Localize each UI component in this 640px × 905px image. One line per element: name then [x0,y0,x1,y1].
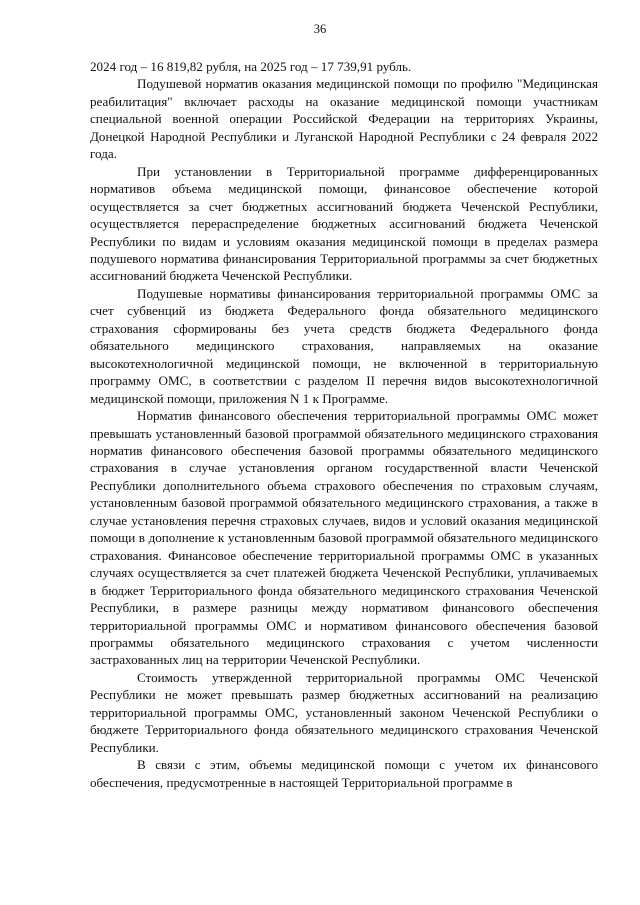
paragraph-per-capita-norms: Подушевые нормативы финансирования территориальной программы ОМС за счет субвенций из бюджета Федерального фонда обязательного медицинского страхования сформированы без учета средств бюджета Федерального фонда обязательного медицинского страхования, направляемых на оказание высокотехнологичной медицинской помощи, не включенной в территориальную программу ОМС, в соответствии с разделом II перечня видов высокотехнологичной медицинской помощи, приложения N 1 к Программе. [90,285,598,406]
paragraph-volumes: В связи с этим, объемы медицинской помощи с учетом их финансового обеспечения, предусмотренные в настоящей Территориальной программе в [90,757,598,790]
paragraph-program-cost: Стоимость утвержденной территориальной программы ОМС Чеченской Республики не может превышать размер бюджетных ассигнований на реализацию территориальной программы ОМС, установленный законом Чеченской Республики о бюджете Территориального фонда обязательного медицинского страхования Чеченской Республики. [90,669,598,755]
paragraph-continuation: 2024 год – 16 819,82 рубля, на 2025 год – 17 739,91 рубль. [90,59,412,74]
paragraph-financing-norm: Норматив финансового обеспечения территориальной программы ОМС может превышать установленный базовой программой обязательного медицинского страхования норматив финансового обеспечения базовой программы обязательного медицинского страхования в случае установления органом государственной власти Чеченской Республики дополнительного объема страхового обеспечения по страховым случаям, установленным базовой программой обязательного медицинского страхования, а также в случае установления перечня страховых случаев, видов и условий оказания медицинской помощи в дополнение к установленным базовой программой обязательного медицинского страхования. Финансовое обеспечение территориальной программы ОМС в указанных случаях осуществляется за счет платежей бюджета Чеченской Республики, уплачиваемых в бюджет Территориального фонда обязательного медицинского страхования Чеченской Республики, в размере разницы между нормативом финансового обеспечения территориальной программы ОМС и нормативом финансового обеспечения базовой программы обязательного медицинского страхования с учетом численности застрахованных лиц на территории Чеченской Республики. [90,408,598,668]
page-number: 36 [313,22,327,36]
body-text [90,58,598,791]
paragraph-rehabilitation-norm: Подушевой норматив оказания медицинской помощи по профилю "Медицинская реабилитация" включает расходы на оказание медицинской помощи участникам специальной военной операции Российской Федерации на территориях Украины, Донецкой Народной Республики и Луганской Народной Республики с 24 февраля 2022 года. [90,76,598,162]
paragraph-differentiated-norms: При установлении в Территориальной программе дифференцированных нормативов объема медицинской помощи, финансовое обеспечение которой осуществляется за счет бюджетных ассигнований бюджета Чеченской Республики, осуществляется перераспределение бюджетных ассигнований бюджета Чеченской Республики по видам и условиям оказания медицинской помощи в пределах размера подушевого норматива финансирования Территориальной программы за счет бюджетных ассигнований бюджета Чеченской Республики. [90,163,598,284]
